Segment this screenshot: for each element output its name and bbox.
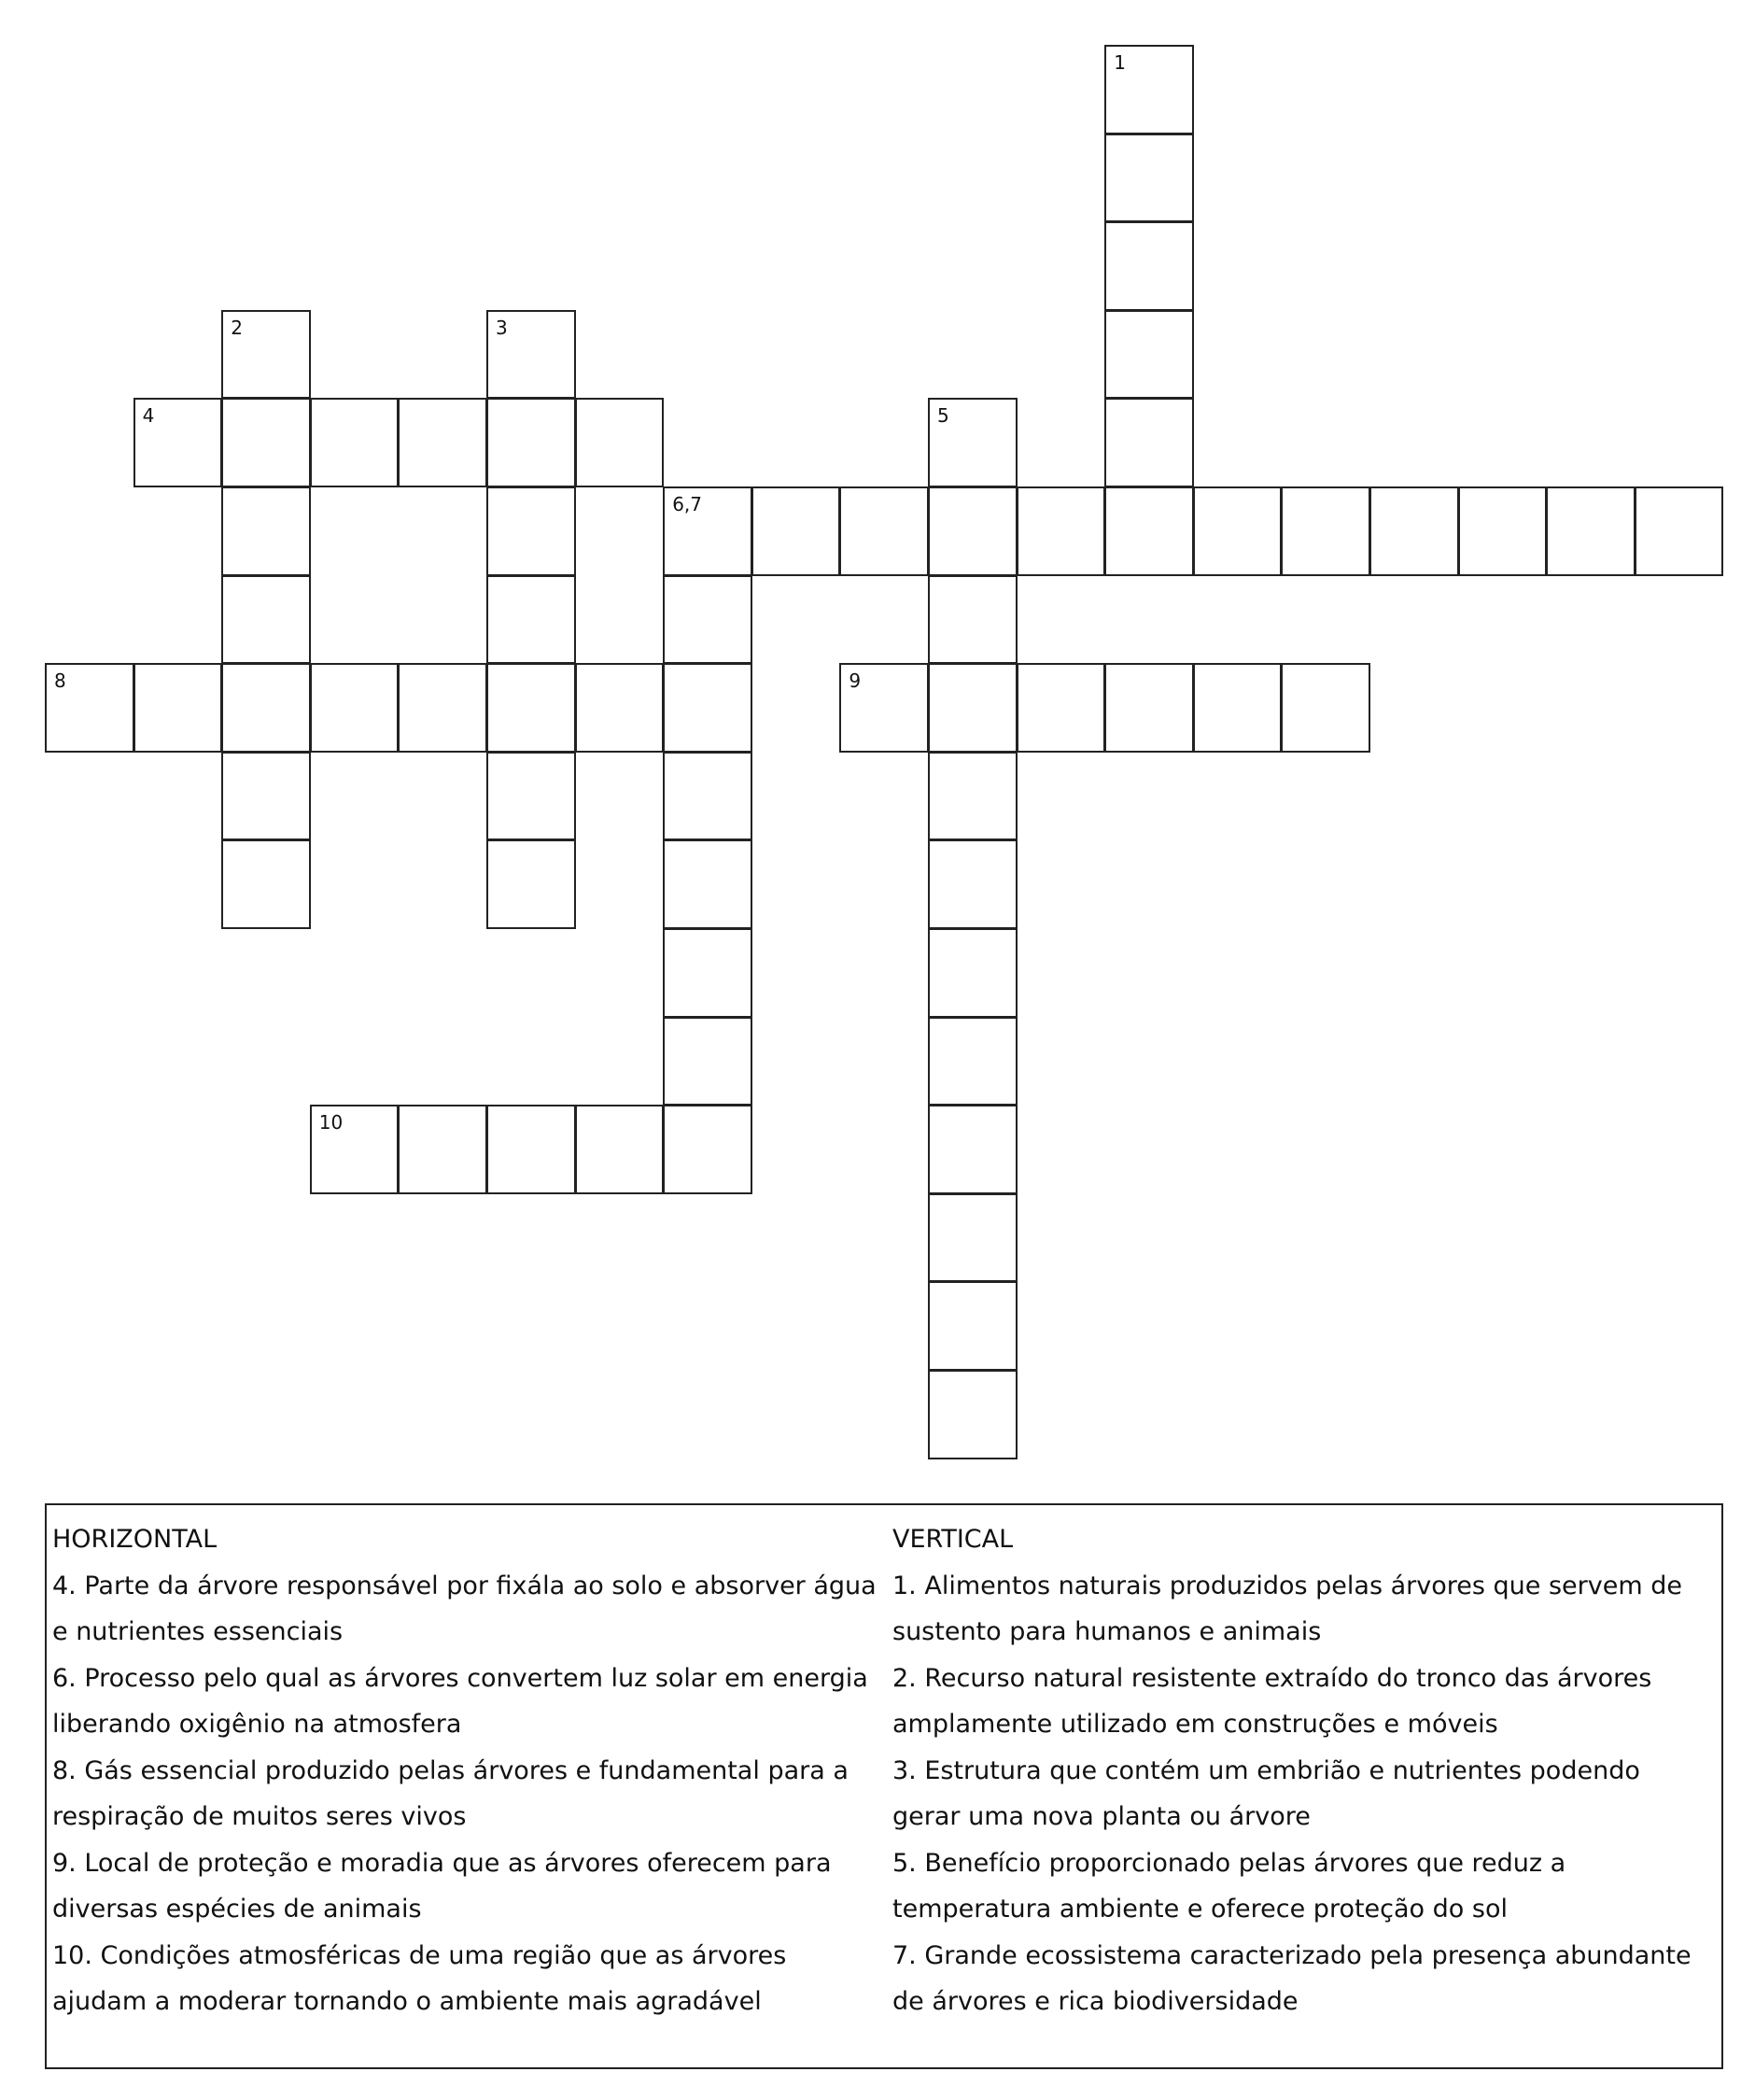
crossword-cell[interactable] [663,752,752,841]
crossword-cell[interactable] [221,663,311,753]
crossword-cell[interactable] [928,1370,1018,1459]
crossword-cell[interactable] [928,398,1018,487]
crossword-cell[interactable] [928,928,1018,1018]
clue-number: 10 [318,1111,344,1135]
crossword-cell[interactable] [663,839,752,929]
crossword-cell[interactable] [928,1281,1018,1371]
clue-number: 5 [937,404,949,428]
crossword-cell[interactable] [1104,45,1194,134]
clue-number: 2 [231,316,243,339]
crossword-cell[interactable] [221,575,311,665]
crossword-cell[interactable] [486,839,576,929]
clue-vertical-1: 1. Alimentos naturais produzidos pelas árvores que servem de sustento para humanos e animais [892,1571,1682,1646]
crossword-cell[interactable] [663,663,752,753]
crossword-cell[interactable] [486,663,576,753]
clue-number: 3 [496,316,508,339]
crossword-cell[interactable] [575,1105,665,1194]
crossword-cell[interactable] [663,1017,752,1106]
crossword-cell[interactable] [839,486,929,576]
crossword-cell[interactable] [398,1105,487,1194]
crossword-cell[interactable] [310,663,400,753]
clue-horizontal-4: 4. Parte da árvore responsável por fixála ao solo e absorver água e nutrientes essenciais [52,1571,877,1646]
crossword-cell[interactable] [1281,663,1370,753]
clue-horizontal-10: 10. Condições atmosféricas de uma região que as árvores ajudam a moderar tornando o ambiente mais agradável [52,1940,787,2016]
clue-horizontal-9: 9. Local de proteção e moradia que as árvores oferecem para diversas espécies de animais [52,1848,832,1924]
crossword-cell[interactable] [1635,486,1724,576]
crossword-cell[interactable] [310,398,400,487]
crossword-cell[interactable] [310,1105,400,1194]
clue-number: 8 [54,669,66,693]
crossword-cell[interactable] [1369,486,1459,576]
crossword-cell[interactable] [1104,398,1194,487]
clue-vertical-3: 3. Estrutura que contém um embrião e nutrientes podendo gerar uma nova planta ou árvore [892,1755,1640,1831]
crossword-cell[interactable] [1104,221,1194,311]
crossword-cell[interactable] [1017,663,1106,753]
crossword-cell[interactable] [663,1105,752,1194]
crossword-cell[interactable] [133,663,223,753]
crossword-cell[interactable] [928,1105,1018,1194]
clues-panel [45,1503,1723,2069]
crossword-cell[interactable] [575,398,665,487]
crossword-cell[interactable] [221,752,311,841]
crossword-cell[interactable] [1281,486,1370,576]
crossword-cell[interactable] [398,663,487,753]
crossword-cell[interactable] [928,1017,1018,1106]
crossword-cell[interactable] [486,575,576,665]
clue-vertical-2: 2. Recurso natural resistente extraído do tronco das árvores amplamente utilizado em construções e móveis [892,1663,1652,1739]
crossword-cell[interactable] [221,398,311,487]
crossword-cell[interactable] [1193,486,1283,576]
crossword-cell[interactable] [45,663,134,753]
crossword-cell[interactable] [928,486,1018,576]
crossword-cell[interactable] [663,575,752,665]
clue-number: 9 [849,669,862,693]
horizontal-clues [52,1516,883,2025]
clue-vertical-7: 7. Grande ecossistema caracterizado pela presença abundante de árvores e rica biodiversidade [892,1940,1692,2016]
clue-horizontal-6: 6. Processo pelo qual as árvores convertem luz solar em energia liberando oxigênio na atmosfera [52,1663,868,1739]
crossword-cell[interactable] [1017,486,1106,576]
crossword-cell[interactable] [1546,486,1636,576]
crossword-cell[interactable] [398,398,487,487]
crossword-cell[interactable] [221,310,311,400]
crossword-cell[interactable] [928,1193,1018,1283]
clue-horizontal-8: 8. Gás essencial produzido pelas árvores e fundamental para a respiração de muitos seres vivos [52,1755,849,1831]
crossword-cell[interactable] [575,663,665,753]
crossword-cell[interactable] [663,928,752,1018]
crossword-cell[interactable] [839,663,929,753]
crossword-cell[interactable] [1104,663,1194,753]
crossword-cell[interactable] [486,398,576,487]
crossword-cell[interactable] [928,752,1018,841]
crossword-cell[interactable] [486,1105,576,1194]
crossword-cell[interactable] [928,663,1018,753]
clue-number: 6,7 [672,493,702,515]
horizontal-heading: HORIZONTAL [52,1525,218,1554]
crossword-cell[interactable] [751,486,841,576]
crossword-cell[interactable] [1104,486,1194,576]
crossword-cell[interactable] [221,486,311,576]
crossword-cell[interactable] [221,839,311,929]
crossword-cell[interactable] [1458,486,1548,576]
crossword-cell[interactable] [928,839,1018,929]
crossword-cell[interactable] [1104,310,1194,400]
crossword-cell[interactable] [928,575,1018,665]
vertical-heading: VERTICAL [892,1525,1014,1554]
crossword-cell[interactable] [1193,663,1283,753]
clue-number: 4 [142,404,155,428]
vertical-clues [892,1516,1714,2025]
crossword-cell[interactable] [486,486,576,576]
crossword-cell[interactable] [663,486,752,576]
crossword-cell[interactable] [486,310,576,400]
clue-vertical-5: 5. Benefício proporcionado pelas árvores que reduz a temperatura ambiente e oferece proteção do sol [892,1848,1566,1924]
crossword-cell[interactable] [486,752,576,841]
crossword-cell[interactable] [133,398,223,487]
clue-number: 1 [1114,51,1126,74]
crossword-cell[interactable] [1104,134,1194,223]
